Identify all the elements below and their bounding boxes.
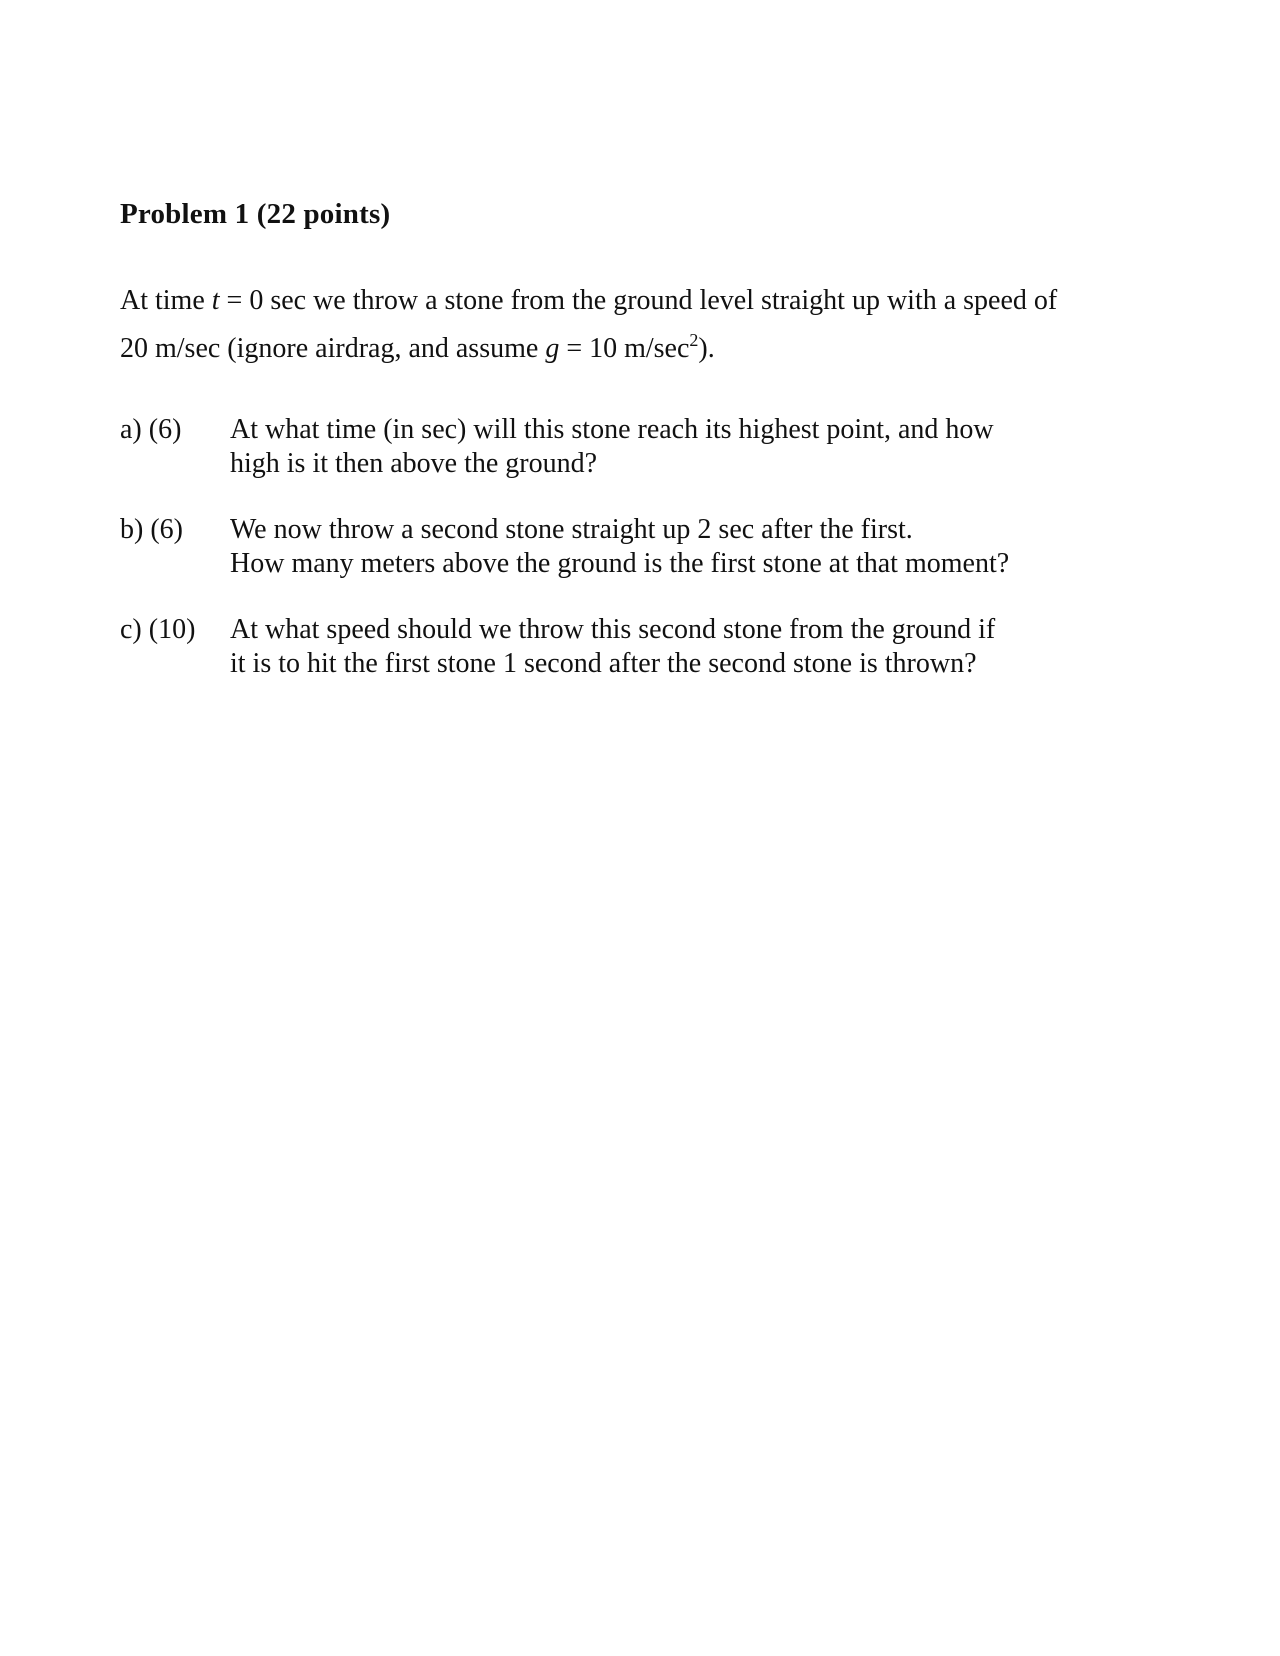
variable-g: g (545, 333, 560, 364)
part-label: a) (6) (120, 414, 182, 445)
exponent: 2 (689, 330, 699, 350)
statement-line-1 (120, 277, 1200, 325)
variable-t: t (211, 285, 220, 316)
statement-line-2 (120, 325, 1200, 373)
statement-text: = 0 sec we throw a stone from the ground level straight up with a speed of (219, 285, 1058, 316)
part-text (230, 413, 1190, 481)
part-text (230, 613, 1190, 681)
problem-title: Problem 1 (22 points) (120, 198, 391, 230)
problem-statement (120, 277, 1200, 373)
part-line: At what speed should we throw this second stone from the ground if (230, 614, 996, 645)
statement-text: At time (120, 285, 212, 316)
part-line: We now throw a second stone straight up 2 sec after the first. (230, 514, 913, 545)
part-line: How many meters above the ground is the first stone at that moment? (230, 548, 1010, 579)
statement-text: ). (698, 333, 715, 364)
part-text (230, 513, 1190, 581)
statement-text: 20 m/sec (ignore airdrag, and assume (120, 333, 546, 364)
part-line: it is to hit the first stone 1 second after the second stone is thrown? (230, 648, 977, 679)
part-label: c) (10) (120, 614, 196, 645)
part-label: b) (6) (120, 514, 183, 545)
statement-text: = 10 m/sec (559, 333, 690, 364)
part-line: At what time (in sec) will this stone reach its highest point, and how (230, 414, 994, 445)
part-line: high is it then above the ground? (230, 448, 598, 479)
